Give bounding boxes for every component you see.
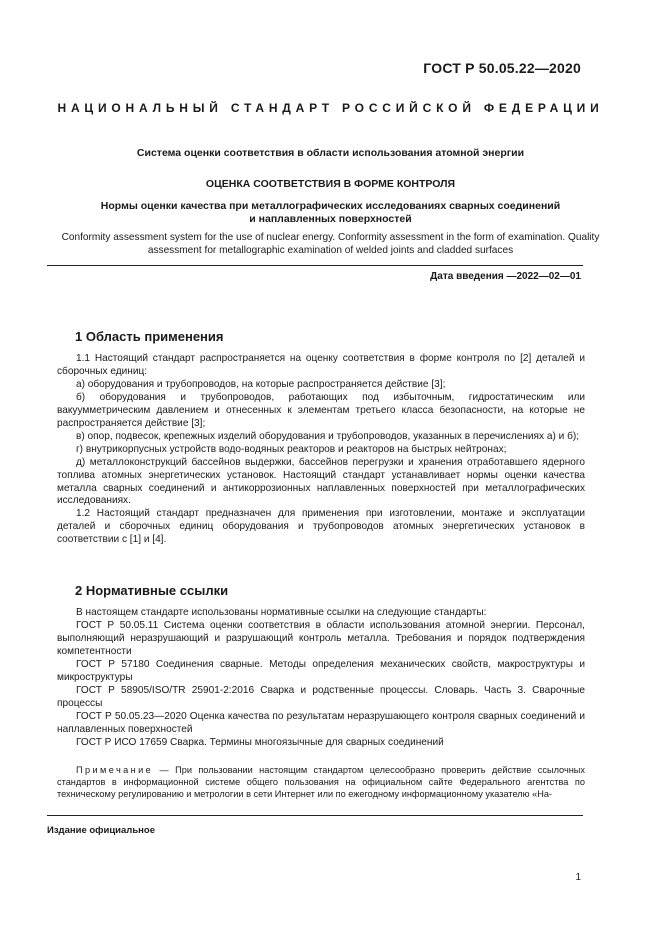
note-text: — При пользовании настоящим стандартом целесообразно проверить действие ссылочных стандартов в информационной системе общего пользования на официальном сайте Федерального агентства по техническому регулированию и метрологии в сети Интернет или по ежегодному информационному указателю «На-	[57, 765, 585, 800]
paragraph: 1.1 Настоящий стандарт распространяется на оценку соответствия в форме контроля по [2] деталей и сборочных единиц:	[57, 353, 585, 377]
paragraph: б) оборудования и трубопроводов, работающих под избыточным, гидростатическим или вакуумметрическим давлением и отнесенных к элементам третьего класса безопасности, на которые не распространяется действие [3];	[57, 391, 585, 429]
subtitle-line-2: и наплавленных поверхностей	[249, 212, 412, 225]
paragraph: 1.2 Настоящий стандарт предназначен для применения при изготовлении, монтаже и эксплуатации деталей и сборочных единиц оборудования и трубопроводов атомных энергетических установок в соответствии с [1] и [4].	[57, 508, 585, 546]
section-1-body	[57, 353, 585, 547]
subtitle-line-1: Нормы оценки качества при металлографических исследованиях сварных соединений	[100, 200, 561, 212]
document-id: ГОСТ Р 50.05.22—2020	[423, 60, 581, 76]
reference-item: ГОСТ Р ИСО 17659 Сварка. Термины многоязычные для сварных соединений	[76, 736, 444, 748]
official-edition-label: Издание официальное	[47, 825, 155, 836]
introduction-date: Дата введения —2022—02—01	[430, 271, 581, 282]
note-label: Примечание	[76, 765, 154, 775]
national-standard-heading: НАЦИОНАЛЬНЫЙ СТАНДАРТ РОССИЙСКОЙ ФЕДЕРАЦИИ	[57, 101, 604, 115]
paragraph: В настоящем стандарте использованы нормативные ссылки на следующие стандарты:	[76, 607, 487, 618]
english-title-line-2: assessment for metallographic examination of welded joints and cladded surfaces	[147, 244, 514, 256]
section-1-heading: 1 Область применения	[75, 329, 224, 344]
divider-top	[47, 265, 583, 266]
reference-item: ГОСТ Р 57180 Соединения сварные. Методы определения механических свойств, макроструктуры и микроструктуры	[57, 658, 585, 683]
main-title: ОЦЕНКА СООТВЕТСТВИЯ В ФОРМЕ КОНТРОЛЯ	[205, 178, 456, 190]
paragraph: в) опор, подвесок, крепежных изделий оборудования и трубопроводов, указанных в перечислениях а) и б);	[76, 430, 580, 442]
paragraph: д) металлоконструкций бассейнов выдержки, бассейнов перегрузки и хранения отработавшего ядерного топлива атомных энергетических установок. Настоящий стандарт устанавливает нормы оценки качества металла сварных соединений и антикоррозионных наплавленных поверхностей при металлографических исследованиях.	[57, 456, 585, 507]
system-title: Система оценки соответствия в области использования атомной энергии	[136, 147, 525, 159]
english-title-line-1: Conformity assessment system for the use of nuclear energy. Conformity assessment in the form of examination. Quality	[61, 232, 600, 243]
reference-item: ГОСТ Р 50.05.23—2020 Оценка качества по результатам неразрушающего контроля сварных соединений и наплавленных поверхностей	[57, 710, 585, 735]
paragraph: а) оборудования и трубопроводов, на которые распространяется действие [3];	[76, 378, 446, 390]
divider-bottom	[47, 815, 583, 816]
english-title	[0, 232, 661, 257]
section-2-heading: 2 Нормативные ссылки	[75, 583, 229, 598]
section-2-body	[57, 607, 585, 749]
reference-item: ГОСТ Р 50.05.11 Система оценки соответствия в области использования атомной энергии. Персонал, выполняющий неразрушающий и разрушающий контроль металла. Требования и порядок подтверждения компетентности	[57, 619, 585, 657]
reference-item: ГОСТ Р 58905/ISO/TR 25901-2:2016 Сварка и родственные процессы. Словарь. Часть 3. Сварочные процессы	[57, 684, 585, 709]
paragraph: г) внутрикорпусных устройств водо-водяных реакторов и реакторов на быстрых нейтронах;	[76, 443, 507, 455]
page-number: 1	[575, 872, 581, 883]
subtitle	[0, 200, 661, 225]
note	[57, 764, 585, 801]
